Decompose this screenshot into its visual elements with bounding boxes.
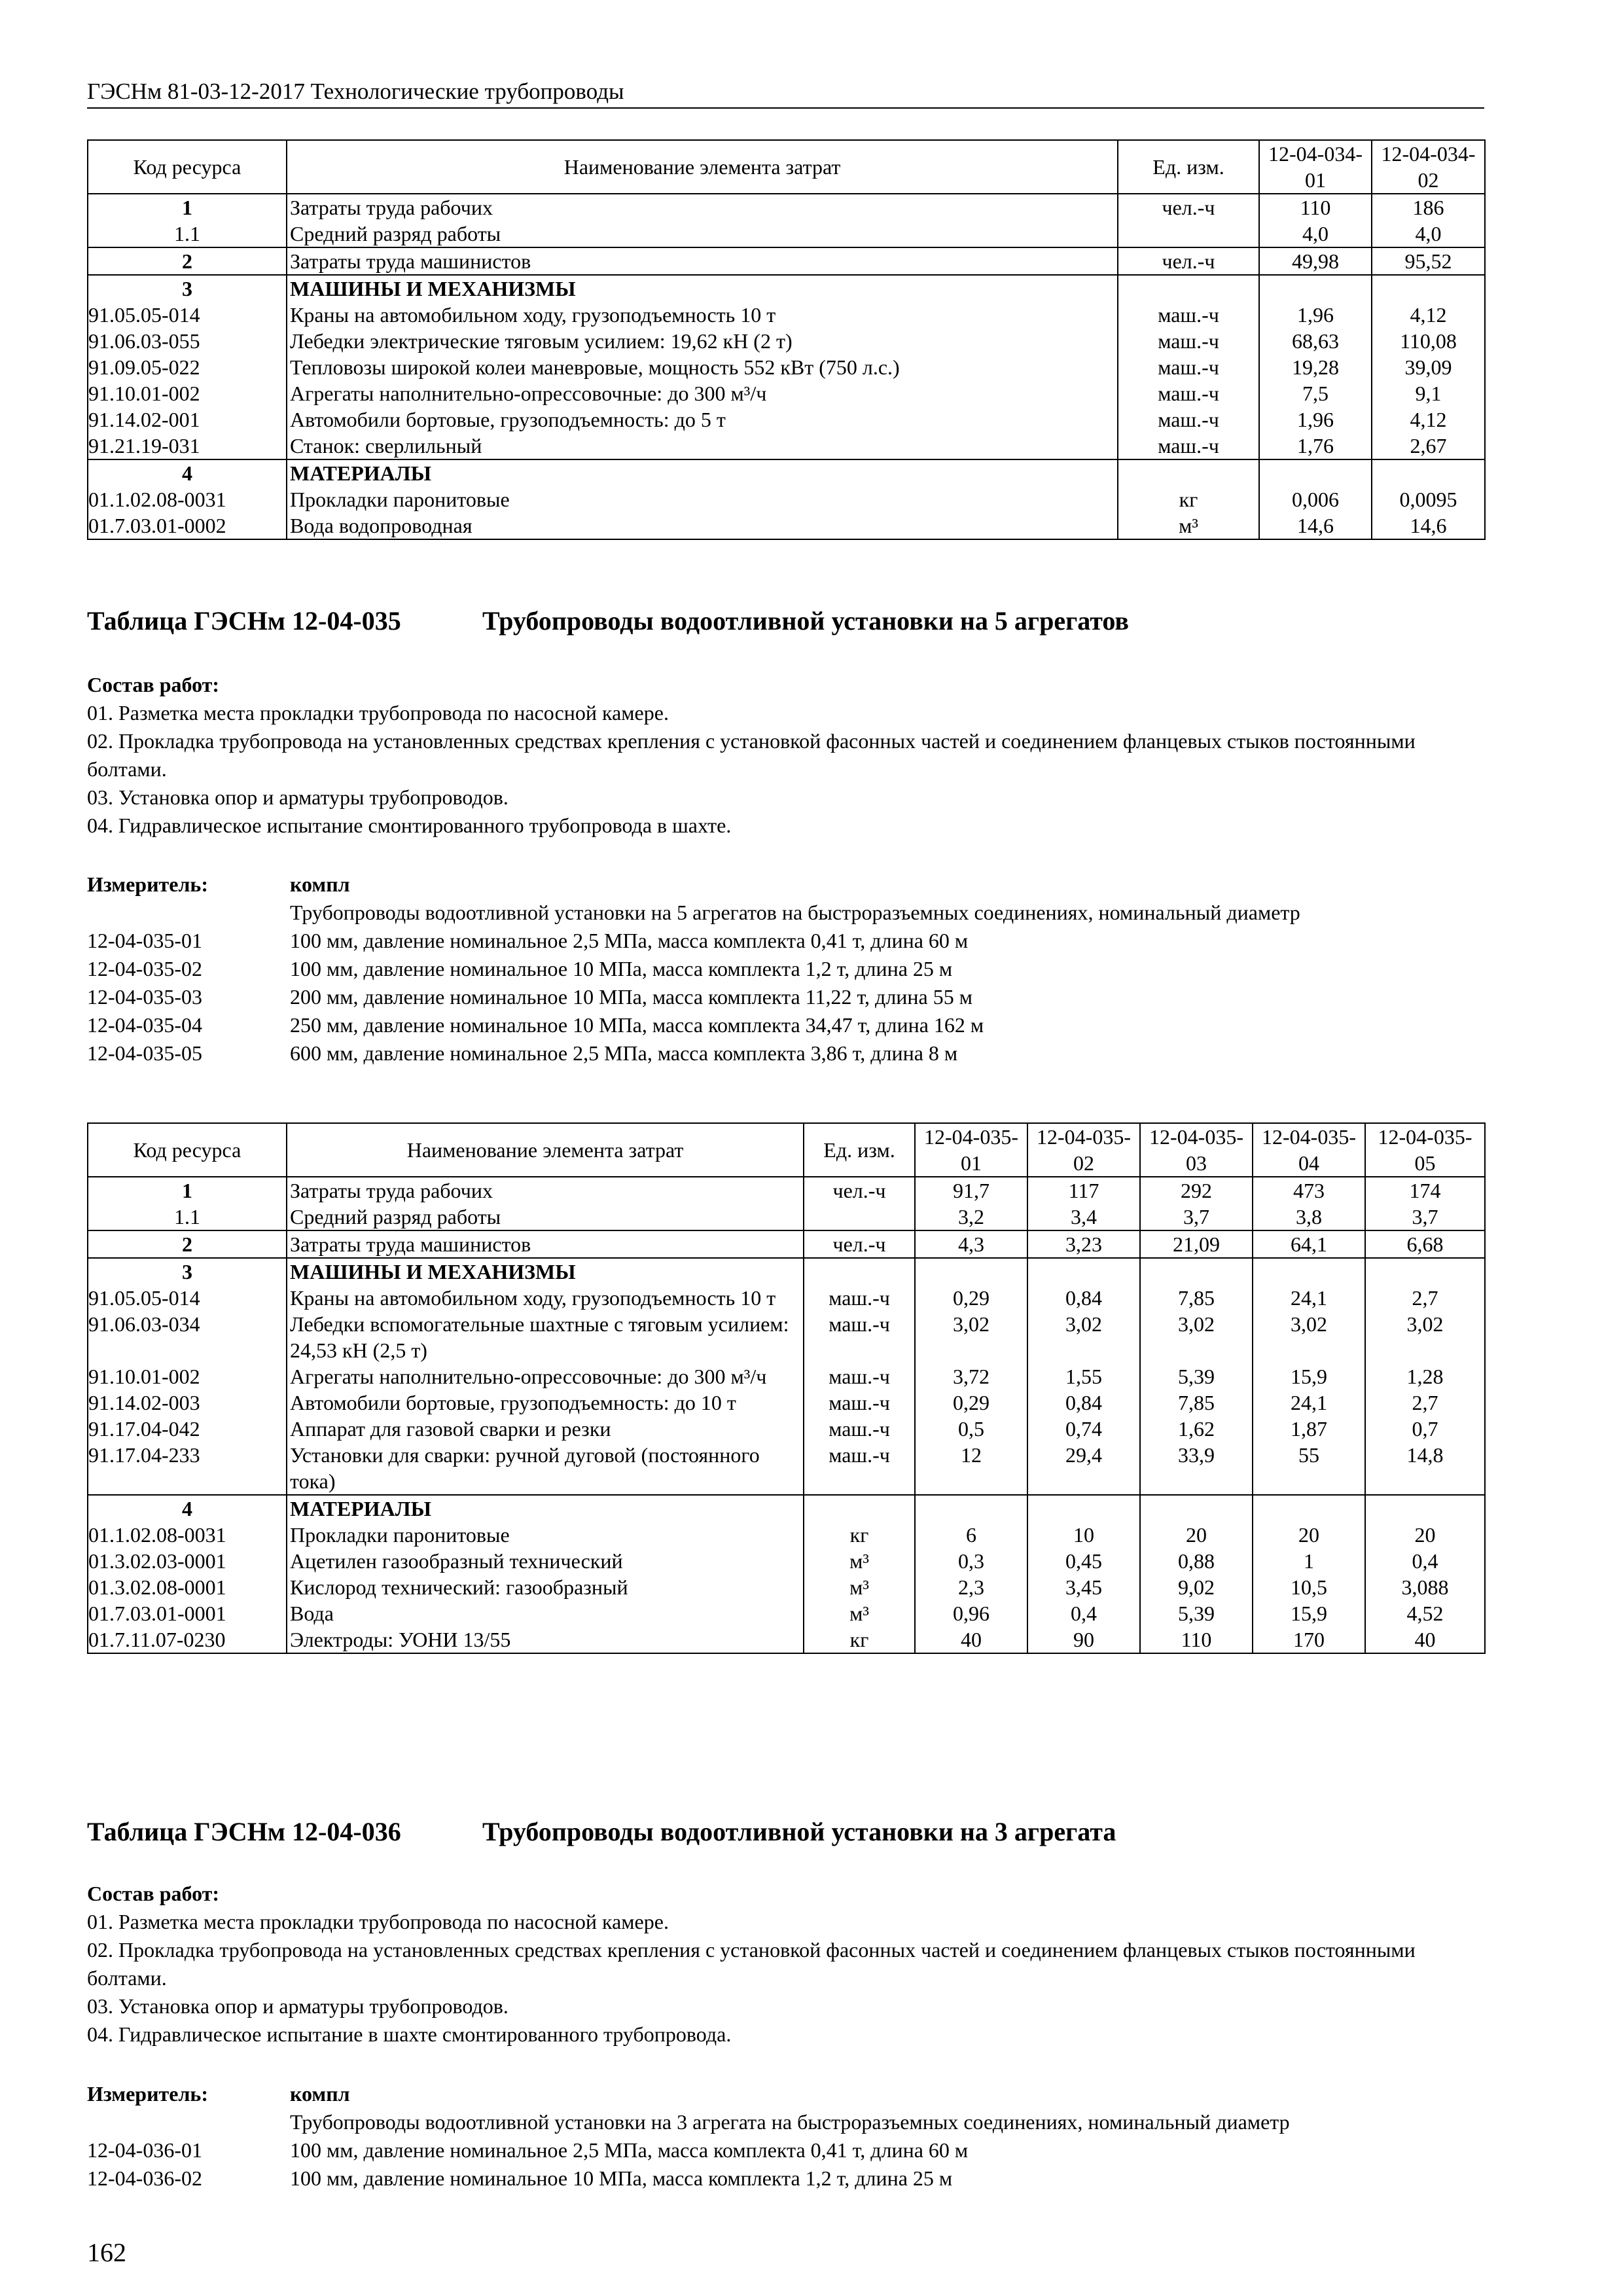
table-row (88, 194, 1485, 221)
resource-value: 292 (1140, 1177, 1253, 1204)
col-header-rate: 12-04-035-05 (1365, 1123, 1485, 1177)
work-item: 04. Гидравлическое испытание в шахте смонтированного трубопровода. (87, 2022, 732, 2046)
resource-name: Ацетилен газообразный технический (287, 1548, 804, 1574)
resource-code: 1 (88, 194, 287, 221)
resource-value: 3,02 (1253, 1311, 1365, 1363)
resource-code: 91.17.04-042 (88, 1416, 287, 1442)
table-row (88, 459, 1485, 486)
resource-unit: м³ (804, 1574, 915, 1600)
resource-value: 7,85 (1140, 1285, 1253, 1311)
resource-code: 01.3.02.08-0001 (88, 1574, 287, 1600)
works-composition-035 (87, 671, 1484, 840)
resource-name: Затраты труда рабочих (287, 1177, 804, 1204)
resource-value: 33,9 (1140, 1442, 1253, 1495)
table-row (88, 1522, 1485, 1548)
table-number: Таблица ГЭСНм 12-04-036 (87, 1817, 401, 1846)
measurer-unit: компл (290, 872, 350, 896)
resource-name: Прокладки паронитовые (287, 486, 1118, 512)
resource-value: 3,72 (915, 1363, 1027, 1390)
resource-value: 4,0 (1372, 221, 1485, 247)
resource-value: 473 (1253, 1177, 1365, 1204)
table-row (88, 328, 1485, 354)
resource-value (1259, 459, 1372, 486)
col-header-unit: Ед. изм. (1118, 140, 1259, 194)
col-header-unit: Ед. изм. (804, 1123, 915, 1177)
resource-value: 4,52 (1365, 1600, 1485, 1626)
resource-value (1140, 1495, 1253, 1522)
resource-unit: маш.-ч (1118, 406, 1259, 433)
resource-value: 110 (1259, 194, 1372, 221)
resource-value: 3,23 (1027, 1230, 1140, 1258)
rate-text: 600 мм, давление номинальное 2,5 МПа, масса комплекта 3,86 т, длина 8 м (290, 1041, 958, 1065)
resource-name: Кислород технический: газообразный (287, 1574, 804, 1600)
works-composition-036 (87, 1880, 1484, 2049)
resource-value: 24,1 (1253, 1390, 1365, 1416)
table-row (88, 1363, 1485, 1390)
col-header-rate: 12-04-035-02 (1027, 1123, 1140, 1177)
rate-code: 12-04-035-02 (87, 957, 202, 980)
resource-value: 91,7 (915, 1177, 1027, 1204)
table-title-text: Трубопроводы водоотливной установки на 3 агрегата (482, 1817, 1116, 1846)
table-title-035 (87, 605, 1129, 636)
resource-value: 4,3 (915, 1230, 1027, 1258)
resource-value (1259, 275, 1372, 302)
resource-value: 3,2 (915, 1204, 1027, 1230)
measurer-description: Трубопроводы водоотливной установки на 5 агрегатов на быстроразъемных соединениях, номинальный диаметр (290, 901, 1300, 924)
resource-name: Прокладки паронитовые (287, 1522, 804, 1548)
resource-name: Средний разряд работы (287, 221, 1118, 247)
col-header-name: Наименование элемента затрат (287, 140, 1118, 194)
resource-value: 2,7 (1365, 1390, 1485, 1416)
resource-value: 24,1 (1253, 1285, 1365, 1311)
resource-value: 14,6 (1372, 512, 1485, 539)
resource-value: 0,74 (1027, 1416, 1140, 1442)
table-row (88, 1311, 1485, 1363)
resource-value: 6 (915, 1522, 1027, 1548)
resource-table-034 (87, 139, 1486, 540)
resource-value: 0,88 (1140, 1548, 1253, 1574)
work-item: 01. Разметка места прокладки трубопровода по насосной камере. (87, 701, 669, 725)
resource-value: 170 (1253, 1626, 1365, 1653)
resource-unit: маш.-ч (1118, 433, 1259, 459)
resource-unit: маш.-ч (804, 1390, 915, 1416)
resource-unit: чел.-ч (804, 1177, 915, 1204)
resource-value: 3,02 (1365, 1311, 1485, 1363)
table-row (88, 354, 1485, 380)
rate-code: 12-04-036-02 (87, 2166, 202, 2190)
resource-name: Станок: сверлильный (287, 433, 1118, 459)
resource-value: 5,39 (1140, 1363, 1253, 1390)
table-row (88, 1285, 1485, 1311)
resource-value: 1,96 (1259, 406, 1372, 433)
resource-value: 4,12 (1372, 302, 1485, 328)
resource-name: Электроды: УОНИ 13/55 (287, 1626, 804, 1653)
resource-value: 4,0 (1259, 221, 1372, 247)
table-row (88, 1204, 1485, 1230)
rate-item (87, 955, 1484, 983)
resource-code: 91.10.01-002 (88, 1363, 287, 1390)
resource-value: 0,84 (1027, 1390, 1140, 1416)
resource-value: 15,9 (1253, 1600, 1365, 1626)
resource-name: Тепловозы широкой колеи маневровые, мощность 552 кВт (750 л.с.) (287, 354, 1118, 380)
resource-value: 4,12 (1372, 406, 1485, 433)
resource-value: 14,6 (1259, 512, 1372, 539)
rate-code: 12-04-035-01 (87, 929, 202, 952)
rate-item (87, 2164, 1484, 2193)
resource-unit: кг (1118, 486, 1259, 512)
table-row (88, 302, 1485, 328)
resource-value: 5,39 (1140, 1600, 1253, 1626)
resource-code: 91.14.02-001 (88, 406, 287, 433)
resource-name: Лебедки вспомогательные шахтные с тяговым усилием: 24,53 кН (2,5 т) (287, 1311, 804, 1363)
resource-name: Агрегаты наполнительно-опрессовочные: до 300 м³/ч (287, 380, 1118, 406)
resource-value: 0,006 (1259, 486, 1372, 512)
resource-code: 91.21.19-031 (88, 433, 287, 459)
measurer-label: Измеритель: (87, 2082, 208, 2106)
table-row (88, 433, 1485, 459)
resource-unit (1118, 459, 1259, 486)
resource-value: 29,4 (1027, 1442, 1140, 1495)
resource-code: 01.7.03.01-0001 (88, 1600, 287, 1626)
resource-unit (804, 1495, 915, 1522)
resource-value: 2,3 (915, 1574, 1027, 1600)
resource-unit (1118, 275, 1259, 302)
resource-value: 3,02 (1140, 1311, 1253, 1363)
resource-name: Автомобили бортовые, грузоподъемность: до 5 т (287, 406, 1118, 433)
rate-item (87, 927, 1484, 955)
work-item: 03. Установка опор и арматуры трубопроводов. (87, 785, 508, 809)
work-item: 02. Прокладка трубопровода на установленных средствах крепления с установкой фасонных частей и соединением фланцевых стыков постоянными болтами. (87, 1938, 1416, 1990)
resource-value: 3,45 (1027, 1574, 1140, 1600)
resource-value (1253, 1495, 1365, 1522)
work-item: 03. Установка опор и арматуры трубопроводов. (87, 1994, 508, 2018)
table-row (88, 1416, 1485, 1442)
resource-value: 186 (1372, 194, 1485, 221)
resource-value: 68,63 (1259, 328, 1372, 354)
resource-unit: маш.-ч (1118, 328, 1259, 354)
resource-value: 95,52 (1372, 247, 1485, 275)
resource-value: 0,84 (1027, 1285, 1140, 1311)
rate-item (87, 1011, 1484, 1039)
resource-value: 3,02 (915, 1311, 1027, 1363)
resource-value: 1,55 (1027, 1363, 1140, 1390)
col-header-code: Код ресурса (88, 140, 287, 194)
resource-value: 3,02 (1027, 1311, 1140, 1363)
resource-code: 1.1 (88, 1204, 287, 1230)
resource-name: Вода водопроводная (287, 512, 1118, 539)
resource-unit: кг (804, 1626, 915, 1653)
resource-unit: маш.-ч (804, 1416, 915, 1442)
resource-value: 3,4 (1027, 1204, 1140, 1230)
measurer-unit: компл (290, 2082, 350, 2106)
resource-code: 91.10.01-002 (88, 380, 287, 406)
resource-value: 0,5 (915, 1416, 1027, 1442)
table-row (88, 1548, 1485, 1574)
table-row (88, 486, 1485, 512)
table-row (88, 380, 1485, 406)
resource-value: 3,088 (1365, 1574, 1485, 1600)
resource-value: 3,7 (1140, 1204, 1253, 1230)
resource-value: 110 (1140, 1626, 1253, 1653)
resource-code: 01.7.11.07-0230 (88, 1626, 287, 1653)
resource-unit: маш.-ч (804, 1311, 915, 1363)
table-row (88, 247, 1485, 275)
resource-code: 01.1.02.08-0031 (88, 486, 287, 512)
resource-unit: кг (804, 1522, 915, 1548)
works-title: Состав работ: (87, 1882, 220, 1905)
resource-code: 3 (88, 1258, 287, 1285)
resource-value: 55 (1253, 1442, 1365, 1495)
resource-unit: маш.-ч (804, 1442, 915, 1495)
works-title: Состав работ: (87, 673, 220, 696)
resource-value: 19,28 (1259, 354, 1372, 380)
resource-code: 91.06.03-055 (88, 328, 287, 354)
resource-code: 2 (88, 247, 287, 275)
resource-code: 01.1.02.08-0031 (88, 1522, 287, 1548)
resource-name: МАШИНЫ И МЕХАНИЗМЫ (287, 275, 1118, 302)
resource-unit: маш.-ч (1118, 302, 1259, 328)
resource-value (1365, 1258, 1485, 1285)
table-row (88, 1230, 1485, 1258)
rate-text: 100 мм, давление номинальное 2,5 МПа, масса комплекта 0,41 т, длина 60 м (290, 2138, 969, 2162)
resource-value (1027, 1495, 1140, 1522)
work-item: 01. Разметка места прокладки трубопровода по насосной камере. (87, 1910, 669, 1933)
resource-name: Затраты труда машинистов (287, 1230, 804, 1258)
resource-value: 40 (915, 1626, 1027, 1653)
table-row (88, 1442, 1485, 1495)
col-header-name: Наименование элемента затрат (287, 1123, 804, 1177)
resource-value: 6,68 (1365, 1230, 1485, 1258)
table-row (88, 275, 1485, 302)
resource-value: 174 (1365, 1177, 1485, 1204)
resource-name: МАТЕРИАЛЫ (287, 1495, 804, 1522)
resource-name: Лебедки электрические тяговым усилием: 19,62 кН (2 т) (287, 328, 1118, 354)
resource-code: 4 (88, 1495, 287, 1522)
table-row (88, 1495, 1485, 1522)
resource-value: 14,8 (1365, 1442, 1485, 1495)
rate-item (87, 2136, 1484, 2164)
resource-value: 1,62 (1140, 1416, 1253, 1442)
resource-value: 49,98 (1259, 247, 1372, 275)
table-row (88, 1258, 1485, 1285)
resource-value: 0,96 (915, 1600, 1027, 1626)
resource-code: 91.05.05-014 (88, 302, 287, 328)
resource-value: 1,96 (1259, 302, 1372, 328)
table-row (88, 1626, 1485, 1653)
resource-code: 1.1 (88, 221, 287, 247)
table-number: Таблица ГЭСНм 12-04-035 (87, 606, 401, 636)
resource-unit: маш.-ч (804, 1363, 915, 1390)
resource-value: 39,09 (1372, 354, 1485, 380)
resource-value: 7,5 (1259, 380, 1372, 406)
resource-code: 01.7.03.01-0002 (88, 512, 287, 539)
resource-value: 0,4 (1365, 1548, 1485, 1574)
rate-text: 100 мм, давление номинальное 2,5 МПа, масса комплекта 0,41 т, длина 60 м (290, 929, 969, 952)
resource-value: 20 (1253, 1522, 1365, 1548)
table-row (88, 1574, 1485, 1600)
resource-value (1253, 1258, 1365, 1285)
resource-value: 3,8 (1253, 1204, 1365, 1230)
rate-item (87, 1039, 1484, 1067)
resource-name: МАШИНЫ И МЕХАНИЗМЫ (287, 1258, 804, 1285)
table-title-036 (87, 1816, 1116, 1847)
resource-name: Затраты труда машинистов (287, 247, 1118, 275)
resource-value: 9,1 (1372, 380, 1485, 406)
resource-unit: маш.-ч (804, 1285, 915, 1311)
running-header: ГЭСНм 81-03-12-2017 Технологические трубопроводы (87, 79, 1484, 109)
resource-value: 90 (1027, 1626, 1140, 1653)
resource-value: 1,28 (1365, 1363, 1485, 1390)
resource-code: 91.06.03-034 (88, 1311, 287, 1363)
resource-value: 0,29 (915, 1285, 1027, 1311)
resource-code: 4 (88, 459, 287, 486)
resource-value: 10 (1027, 1522, 1140, 1548)
resource-unit: маш.-ч (1118, 354, 1259, 380)
rate-text: 200 мм, давление номинальное 10 МПа, масса комплекта 11,22 т, длина 55 м (290, 985, 972, 1009)
measurer-035 (87, 870, 1484, 1067)
resource-value: 10,5 (1253, 1574, 1365, 1600)
table-row (88, 1177, 1485, 1204)
resource-value (1140, 1258, 1253, 1285)
table-row (88, 1390, 1485, 1416)
resource-unit: чел.-ч (804, 1230, 915, 1258)
col-header-rate: 12-04-035-04 (1253, 1123, 1365, 1177)
rate-code: 12-04-035-05 (87, 1041, 202, 1065)
resource-name: МАТЕРИАЛЫ (287, 459, 1118, 486)
rate-text: 100 мм, давление номинальное 10 МПа, масса комплекта 1,2 т, длина 25 м (290, 957, 953, 980)
resource-value: 2,67 (1372, 433, 1485, 459)
resource-name: Установки для сварки: ручной дуговой (постоянного тока) (287, 1442, 804, 1495)
resource-value: 64,1 (1253, 1230, 1365, 1258)
resource-unit: чел.-ч (1118, 247, 1259, 275)
resource-value: 20 (1140, 1522, 1253, 1548)
resource-value: 9,02 (1140, 1574, 1253, 1600)
resource-code: 01.3.02.03-0001 (88, 1548, 287, 1574)
page-number: 162 (87, 2238, 126, 2267)
resource-code: 91.14.02-003 (88, 1390, 287, 1416)
resource-value: 110,08 (1372, 328, 1485, 354)
resource-code: 91.17.04-233 (88, 1442, 287, 1495)
resource-value: 7,85 (1140, 1390, 1253, 1416)
resource-code: 91.05.05-014 (88, 1285, 287, 1311)
col-header-rate: 12-04-035-03 (1140, 1123, 1253, 1177)
resource-value (915, 1258, 1027, 1285)
table-row (88, 1600, 1485, 1626)
work-item: 04. Гидравлическое испытание смонтированного трубопровода в шахте. (87, 814, 732, 837)
resource-code: 2 (88, 1230, 287, 1258)
resource-value: 0,3 (915, 1548, 1027, 1574)
resource-value (1372, 459, 1485, 486)
resource-value: 1,87 (1253, 1416, 1365, 1442)
resource-value (1372, 275, 1485, 302)
resource-value: 0,7 (1365, 1416, 1485, 1442)
rate-text: 100 мм, давление номинальное 10 МПа, масса комплекта 1,2 т, длина 25 м (290, 2166, 953, 2190)
resource-name: Вода (287, 1600, 804, 1626)
resource-value: 21,09 (1140, 1230, 1253, 1258)
measurer-description: Трубопроводы водоотливной установки на 3 агрегата на быстроразъемных соединениях, номинальный диаметр (290, 2110, 1290, 2134)
resource-name: Автомобили бортовые, грузоподъемность: до 10 т (287, 1390, 804, 1416)
resource-name: Аппарат для газовой сварки и резки (287, 1416, 804, 1442)
resource-value: 0,45 (1027, 1548, 1140, 1574)
resource-unit: м³ (804, 1600, 915, 1626)
table-title-text: Трубопроводы водоотливной установки на 5 агрегатов (482, 606, 1129, 636)
resource-value: 117 (1027, 1177, 1140, 1204)
resource-name: Средний разряд работы (287, 1204, 804, 1230)
resource-unit (804, 1204, 915, 1230)
resource-name: Агрегаты наполнительно-опрессовочные: до 300 м³/ч (287, 1363, 804, 1390)
resource-value: 12 (915, 1442, 1027, 1495)
col-header-code: Код ресурса (88, 1123, 287, 1177)
resource-value: 1,76 (1259, 433, 1372, 459)
table-row (88, 406, 1485, 433)
resource-name: Затраты труда рабочих (287, 194, 1118, 221)
rate-text: 250 мм, давление номинальное 10 МПа, масса комплекта 34,47 т, длина 162 м (290, 1013, 984, 1037)
rate-code: 12-04-035-04 (87, 1013, 202, 1037)
resource-value: 20 (1365, 1522, 1485, 1548)
col-header-rate: 12-04-034-02 (1372, 140, 1485, 194)
resource-unit (804, 1258, 915, 1285)
resource-unit (1118, 221, 1259, 247)
resource-code: 3 (88, 275, 287, 302)
measurer-label: Измеритель: (87, 872, 208, 896)
resource-unit: м³ (804, 1548, 915, 1574)
resource-code: 91.09.05-022 (88, 354, 287, 380)
table-row (88, 221, 1485, 247)
resource-value: 15,9 (1253, 1363, 1365, 1390)
resource-value: 40 (1365, 1626, 1485, 1653)
col-header-rate: 12-04-034-01 (1259, 140, 1372, 194)
table-row (88, 512, 1485, 539)
resource-value: 1 (1253, 1548, 1365, 1574)
work-item: 02. Прокладка трубопровода на установленных средствах крепления с установкой фасонных частей и соединением фланцевых стыков постоянными болтами. (87, 729, 1416, 781)
rate-item (87, 983, 1484, 1011)
rate-code: 12-04-035-03 (87, 985, 202, 1009)
resource-name: Краны на автомобильном ходу, грузоподъемность 10 т (287, 302, 1118, 328)
col-header-rate: 12-04-035-01 (915, 1123, 1027, 1177)
resource-unit: маш.-ч (1118, 380, 1259, 406)
resource-code: 1 (88, 1177, 287, 1204)
resource-name: Краны на автомобильном ходу, грузоподъемность 10 т (287, 1285, 804, 1311)
resource-value: 0,29 (915, 1390, 1027, 1416)
resource-unit: чел.-ч (1118, 194, 1259, 221)
resource-value: 3,7 (1365, 1204, 1485, 1230)
resource-value (1365, 1495, 1485, 1522)
rate-code: 12-04-036-01 (87, 2138, 202, 2162)
resource-value: 0,4 (1027, 1600, 1140, 1626)
resource-unit: м³ (1118, 512, 1259, 539)
resource-value: 0,0095 (1372, 486, 1485, 512)
resource-value: 2,7 (1365, 1285, 1485, 1311)
resource-value (915, 1495, 1027, 1522)
measurer-036 (87, 2080, 1484, 2193)
resource-table-035 (87, 1122, 1486, 1654)
resource-value (1027, 1258, 1140, 1285)
